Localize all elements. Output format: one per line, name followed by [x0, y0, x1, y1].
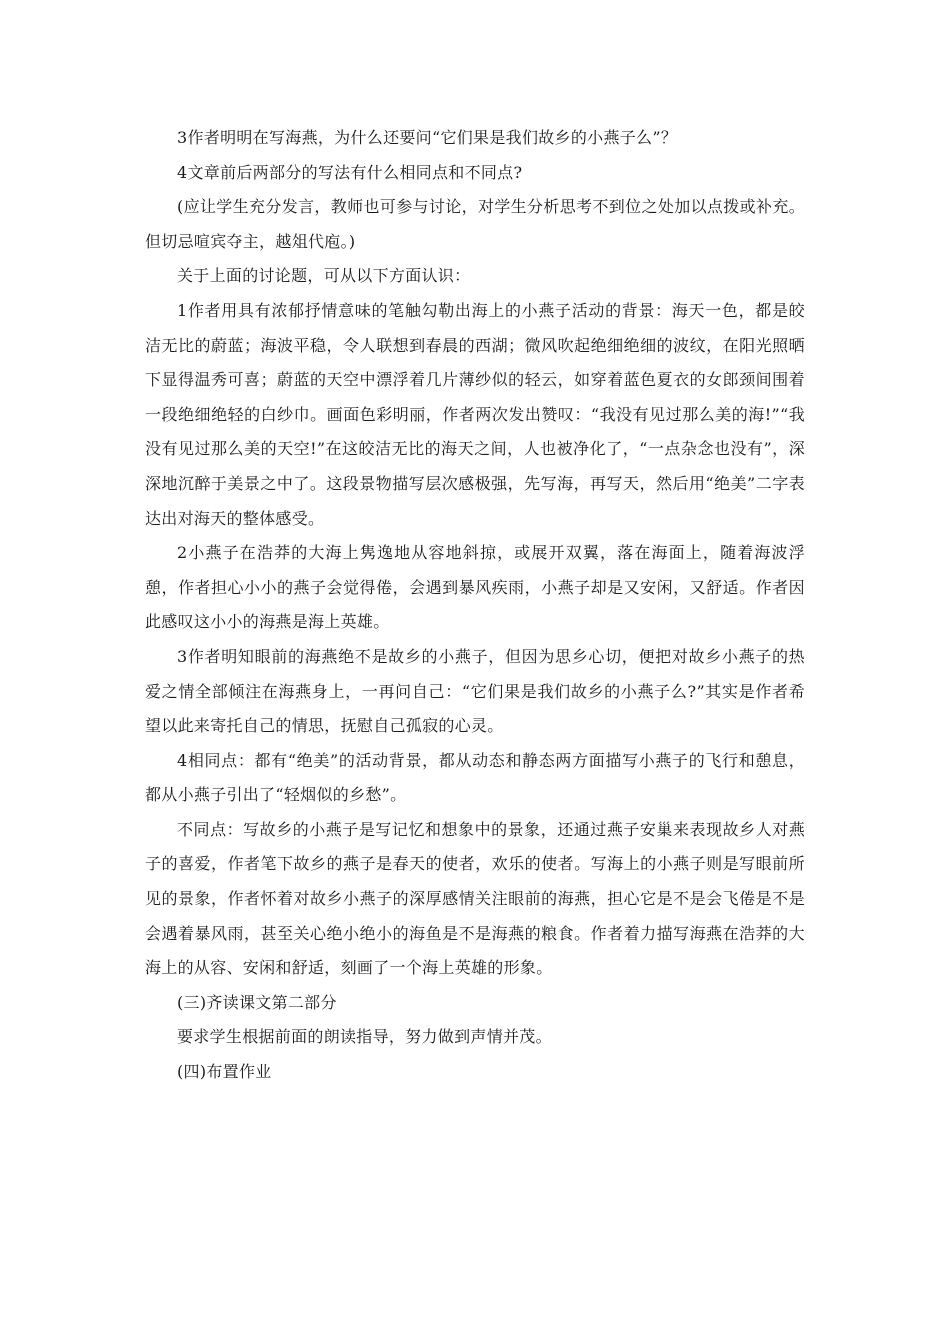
section-3-requirement: 要求学生根据前面的朗读指导，努力做到声情并茂。 [177, 1027, 552, 1047]
discussion-intro: 关于上面的讨论题，可从以下方面认识： [177, 266, 471, 286]
question-3: 3作者明明在写海燕，为什么还要问“它们果是我们故乡的小燕子么”？ [177, 128, 678, 147]
answer-4-similarities: 4相同点：都有“绝美”的活动背景，都从动态和静态两方面描写小燕子的飞行和憩息，都从小燕子引出了“轻烟似的乡愁”。 [145, 750, 805, 805]
answer-1: 1作者用具有浓郁抒情意味的笔触勾勒出海上的小燕子活动的背景：海天一色，都是皎洁无比的蔚蓝；海波平稳，令人联想到春晨的西湖；微风吹起绝细绝细的波纹，在阳光照晒下显得温秀可喜；蔚蓝的天空中漂浮着几片薄纱似的轻云，如穿着蓝色夏衣的女郎颈间围着一段绝细绝轻的白纱巾。画面色彩明丽，作者两次发出赞叹：“我没有见过那么美的海!”“我没有见过那么美的天空!”在这皎洁无比的海天之间，人也被净化了，“一点杂念也没有”，深深地沉醉于美景之中了。这段景物描写层次感极强，先写海，再写天，然后用“绝美”二字表达出对海天的整体感受。 [145, 300, 805, 528]
section-heading-4: (四)布置作业 [177, 1062, 272, 1082]
document-body [145, 121, 805, 1090]
section-heading-3: (三)齐读课文第二部分 [177, 992, 337, 1012]
answer-4-differences: 不同点：写故乡的小燕子是写记忆和想象中的景象，还通过燕子安巢来表现故乡人对燕子的喜爱，作者笔下故乡的燕子是春天的使者，欢乐的使者。写海上的小燕子则是写眼前所见的景象，作者怀着对故乡小燕子的深厚感情关注眼前的海燕，担心它是不是会飞倦是不是会遇着暴风雨，甚至关心绝小绝小的海鱼是不是海燕的粮食。作者着力描写海燕在浩莽的大海上的从容、安闲和舒适，刻画了一个海上英雄的形象。 [145, 819, 805, 978]
teaching-note: (应让学生充分发言，教师也可参与讨论，对学生分析思考不到位之处加以点拨或补充。但切忌喧宾夺主，越俎代庖。) [145, 197, 805, 251]
answer-3: 3作者明知眼前的海燕绝不是故乡的小燕子，但因为思乡心切，便把对故乡小燕子的热爱之情全部倾注在海燕身上，一再问自己：“它们果是我们故乡的小燕子么?”其实是作者希望以此来寄托自己的情思，抚慰自己孤寂的心灵。 [145, 646, 805, 736]
answer-2: 2小燕子在浩莽的大海上隽逸地从容地斜掠，或展开双翼，落在海面上，随着海波浮憩，作者担心小小的燕子会觉得倦，会遇到暴风疾雨，小燕子却是又安闲，又舒适。作者因此感叹这小小的海燕是海上英雄。 [145, 543, 805, 632]
question-4: 4文章前后两部分的写法有什么相同点和不同点? [177, 162, 523, 182]
